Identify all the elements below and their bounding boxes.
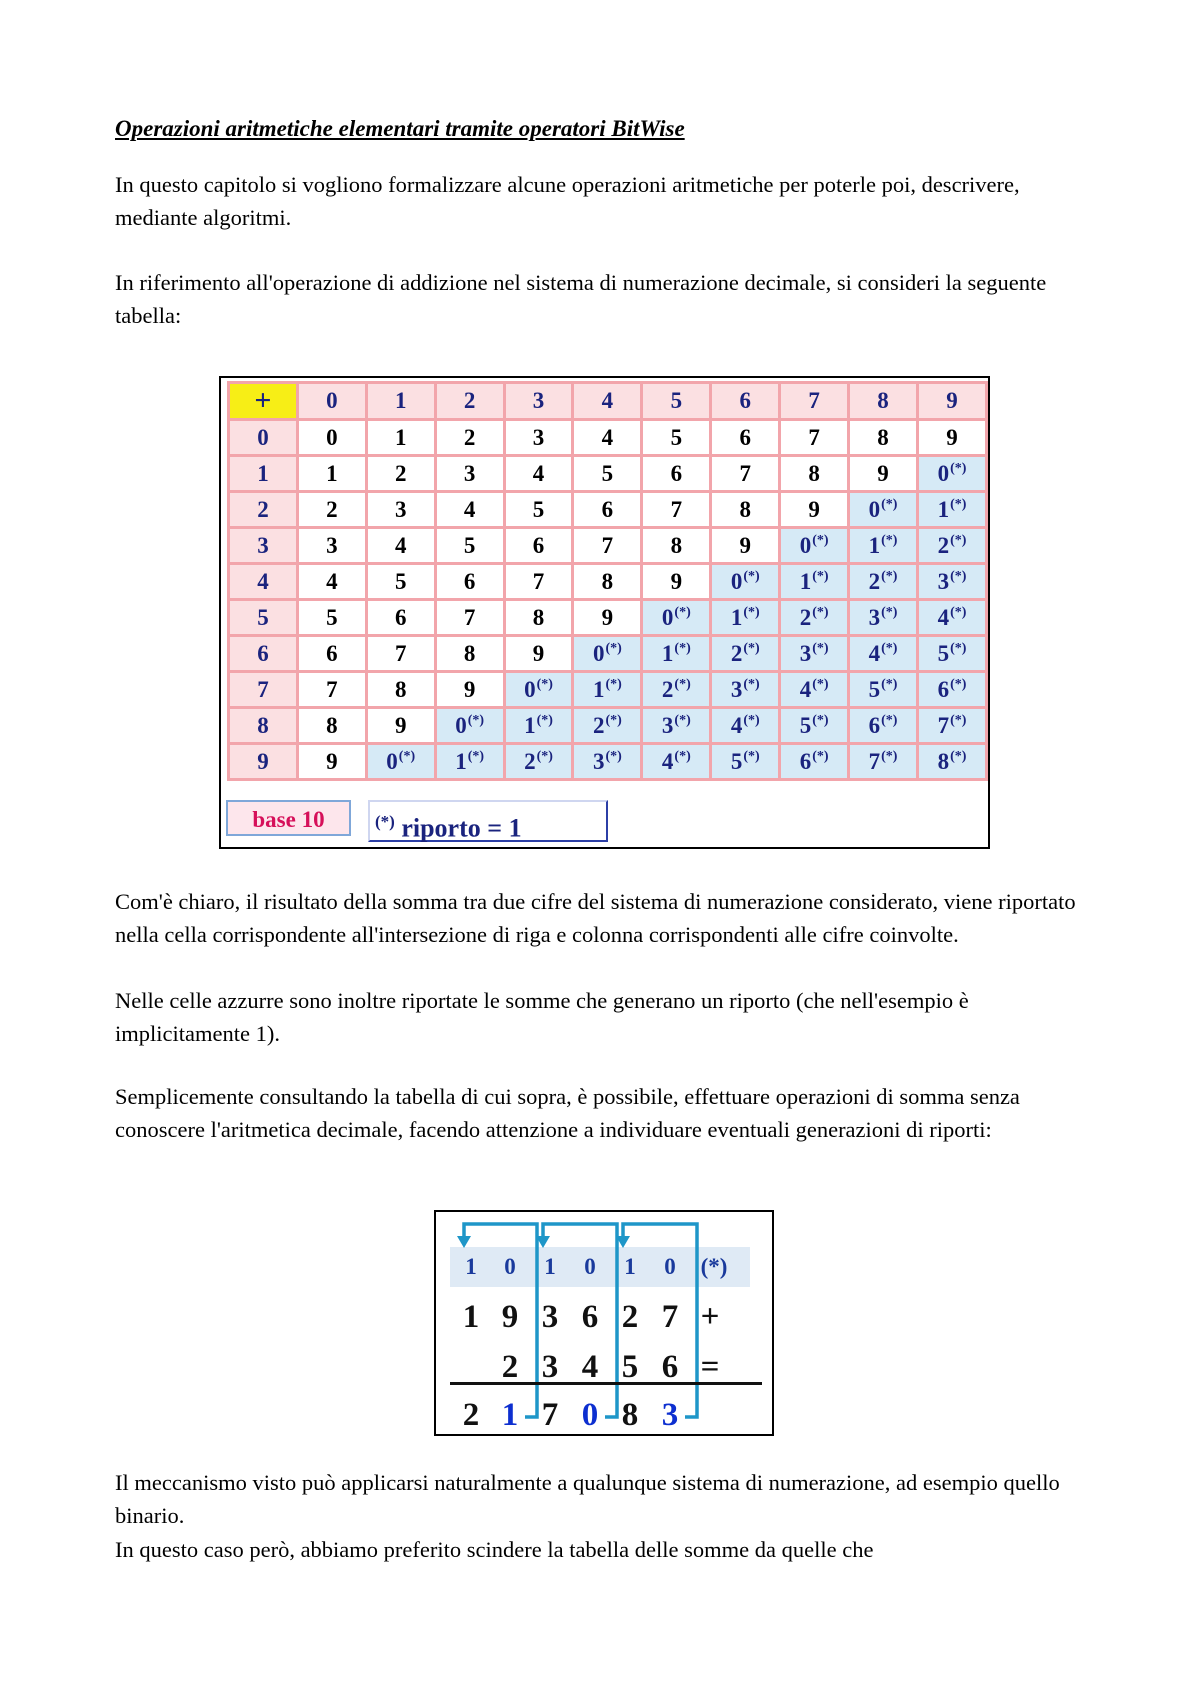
result-digit: 7 <box>541 1397 559 1433</box>
sum-cell: 6(*) <box>919 673 985 706</box>
carry-digit: 1 <box>624 1254 636 1279</box>
operand2-digit: 5 <box>621 1349 639 1385</box>
sum-cell: 2 <box>368 457 434 490</box>
column-header-6: 6 <box>712 384 778 418</box>
row-header-8: 8 <box>230 709 296 742</box>
sum-cell: 5(*) <box>781 709 847 742</box>
operand1-digit: 6 <box>581 1299 599 1335</box>
sum-cell: 9 <box>574 601 640 634</box>
sum-cell: 0(*) <box>574 637 640 670</box>
sum-cell: 8(*) <box>919 745 985 778</box>
sum-cell: 1(*) <box>643 637 709 670</box>
sum-cell: 1(*) <box>437 745 503 778</box>
sum-cell: 7 <box>643 493 709 526</box>
column-header-7: 7 <box>781 384 847 418</box>
sum-cell: 3 <box>506 421 572 454</box>
sum-cell: 6 <box>299 637 365 670</box>
sum-cell: 3(*) <box>781 637 847 670</box>
addition-table <box>227 381 988 781</box>
sum-cell: 8 <box>368 673 434 706</box>
page-title: Operazioni aritmetiche elementari tramite operatori BitWise <box>115 116 685 141</box>
sum-cell: 5 <box>506 493 572 526</box>
column-header-8: 8 <box>850 384 916 418</box>
sum-cell: 6(*) <box>850 709 916 742</box>
sum-cell: 7 <box>437 601 503 634</box>
column-header-9: 9 <box>919 384 985 418</box>
table-intro-paragraph: In riferimento all'operazione di addizione nel sistema di numerazione decimale, si consideri la seguente tabella: <box>115 270 1047 328</box>
sum-cell: 5 <box>437 529 503 562</box>
sum-cell: 1(*) <box>850 529 916 562</box>
column-header-4: 4 <box>574 384 640 418</box>
sum-cell: 0(*) <box>919 457 985 490</box>
sum-cell: 9 <box>437 673 503 706</box>
operand1-digit: 3 <box>541 1299 559 1335</box>
operand1-digit: 7 <box>661 1299 679 1335</box>
operand1-digit: 1 <box>462 1299 480 1335</box>
row-header-9: 9 <box>230 745 296 778</box>
example-intro-paragraph: Semplicemente consultando la tabella di cui sopra, è possibile, effettuare operazioni di somma senza conoscere l'aritmetica decimale, facendo attenzione a individuare eventuali generazioni di riporti: <box>115 1084 1020 1142</box>
sum-cell: 8 <box>643 529 709 562</box>
sum-cell: 5 <box>574 457 640 490</box>
sum-cell: 2 <box>299 493 365 526</box>
equals-sign: = <box>700 1349 720 1385</box>
sum-cell: 4(*) <box>712 709 778 742</box>
sum-cell: 2(*) <box>712 637 778 670</box>
sum-cell: 7 <box>368 637 434 670</box>
sum-cell: 3 <box>368 493 434 526</box>
carry-digit: 1 <box>465 1254 477 1279</box>
column-header-0: 0 <box>299 384 365 418</box>
sum-cell: 6 <box>437 565 503 598</box>
sum-cell: 0(*) <box>850 493 916 526</box>
sum-cell: 4 <box>574 421 640 454</box>
explanation-paragraph: Com'è chiaro, il risultato della somma tra due cifre del sistema di numerazione considerato, viene riportato nella cella corrispondente all'intersezione di riga e colonna corrispondenti alle cifre coinvolte. <box>115 889 1076 947</box>
operand2-digit: 2 <box>501 1349 519 1385</box>
sum-cell: 1(*) <box>506 709 572 742</box>
sum-cell: 9 <box>506 637 572 670</box>
sum-cell: 1 <box>368 421 434 454</box>
result-digit: 8 <box>621 1397 639 1433</box>
sum-cell: 8 <box>712 493 778 526</box>
sum-cell: 8 <box>781 457 847 490</box>
sum-cell: 8 <box>437 637 503 670</box>
sum-cell: 5 <box>299 601 365 634</box>
intro-paragraph: In questo capitolo si vogliono formalizzare alcune operazioni aritmetiche per poterle poi, descrivere, mediante algoritmi. <box>115 172 1020 230</box>
sum-cell: 7 <box>506 565 572 598</box>
sum-cell: 2(*) <box>506 745 572 778</box>
closing-paragraph: In questo caso però, abbiamo preferito scindere la tabella delle somme da quelle che <box>115 1537 874 1562</box>
sum-cell: 9 <box>299 745 365 778</box>
carry-label: (*) <box>700 1254 728 1279</box>
sum-cell: 4(*) <box>919 601 985 634</box>
sum-cell: 4 <box>299 565 365 598</box>
sum-cell: 7(*) <box>850 745 916 778</box>
sum-cell: 3(*) <box>850 601 916 634</box>
sum-cell: 6(*) <box>781 745 847 778</box>
row-header-4: 4 <box>230 565 296 598</box>
sum-cell: 4(*) <box>850 637 916 670</box>
sum-cell: 1(*) <box>781 565 847 598</box>
plus-sign: + <box>700 1299 720 1335</box>
sum-cell: 0(*) <box>781 529 847 562</box>
carry-digit: 0 <box>504 1254 516 1279</box>
sum-cell: 1(*) <box>712 601 778 634</box>
sum-cell: 5(*) <box>850 673 916 706</box>
carry-legend <box>368 800 608 842</box>
sum-cell: 3 <box>299 529 365 562</box>
result-digit: 2 <box>462 1397 480 1433</box>
sum-cell: 9 <box>643 565 709 598</box>
sum-cell: 6 <box>643 457 709 490</box>
sum-cell: 7(*) <box>919 709 985 742</box>
column-header-3: 3 <box>506 384 572 418</box>
sum-cell: 4(*) <box>643 745 709 778</box>
carry-digit: 1 <box>544 1254 556 1279</box>
carry-digit: 0 <box>664 1254 676 1279</box>
operand2-digit: 3 <box>541 1349 559 1385</box>
sum-cell: 9 <box>781 493 847 526</box>
sum-cell: 6 <box>506 529 572 562</box>
sum-cell: 3 <box>437 457 503 490</box>
row-header-2: 2 <box>230 493 296 526</box>
carry-legend-text: riporto = 1 <box>401 813 522 843</box>
sum-cell: 6 <box>368 601 434 634</box>
sum-cell: 8 <box>574 565 640 598</box>
addition-example-figure <box>434 1210 774 1436</box>
operand2-digit: 6 <box>661 1349 679 1385</box>
row-header-3: 3 <box>230 529 296 562</box>
sum-cell: 8 <box>850 421 916 454</box>
result-digit: 1 <box>501 1397 519 1433</box>
sum-cell: 7 <box>299 673 365 706</box>
row-header-7: 7 <box>230 673 296 706</box>
sum-cell: 7 <box>712 457 778 490</box>
sum-cell: 8 <box>299 709 365 742</box>
sum-cell: 0 <box>299 421 365 454</box>
carry-note-paragraph: Nelle celle azzurre sono inoltre riportate le somme che generano un riporto (che nell'esempio è implicitamente 1). <box>115 988 969 1046</box>
column-header-1: 1 <box>368 384 434 418</box>
sum-cell: 1 <box>299 457 365 490</box>
result-digit: 3 <box>661 1397 679 1433</box>
sum-cell: 2(*) <box>643 673 709 706</box>
row-header-1: 1 <box>230 457 296 490</box>
sum-cell: 0(*) <box>437 709 503 742</box>
sum-cell: 2(*) <box>850 565 916 598</box>
operand1-digit: 2 <box>621 1299 639 1335</box>
sum-cell: 9 <box>850 457 916 490</box>
sum-cell: 8 <box>506 601 572 634</box>
sum-cell: 3(*) <box>643 709 709 742</box>
sum-cell: 4(*) <box>781 673 847 706</box>
operand1-digit: 9 <box>501 1299 519 1335</box>
column-header-5: 5 <box>643 384 709 418</box>
operand2-digit: 4 <box>581 1349 599 1385</box>
sum-cell: 6 <box>712 421 778 454</box>
sum-cell: 4 <box>368 529 434 562</box>
sum-cell: 7 <box>574 529 640 562</box>
sum-cell: 3(*) <box>574 745 640 778</box>
sum-cell: 2(*) <box>781 601 847 634</box>
sum-cell: 2(*) <box>574 709 640 742</box>
addition-table-figure <box>219 376 990 849</box>
carry-legend-mark: (*) <box>375 812 395 831</box>
sum-cell: 5 <box>368 565 434 598</box>
sum-cell: 7 <box>781 421 847 454</box>
sum-cell: 3(*) <box>712 673 778 706</box>
sum-cell: 3(*) <box>919 565 985 598</box>
sum-cell: 9 <box>368 709 434 742</box>
sum-cell: 5 <box>643 421 709 454</box>
sum-cell: 0(*) <box>368 745 434 778</box>
operand2-digit <box>450 1342 492 1392</box>
binary-paragraph: Il meccanismo visto può applicarsi naturalmente a qualunque sistema di numerazione, ad esempio quello binario. <box>115 1470 1060 1528</box>
sum-cell: 5(*) <box>919 637 985 670</box>
sum-cell: 0(*) <box>643 601 709 634</box>
base-label: base 10 <box>226 800 351 836</box>
result-digit: 0 <box>581 1397 599 1433</box>
column-header-2: 2 <box>437 384 503 418</box>
carry-digit: 0 <box>584 1254 596 1279</box>
sum-cell: 1(*) <box>919 493 985 526</box>
sum-cell: 2(*) <box>919 529 985 562</box>
sum-cell: 6 <box>574 493 640 526</box>
sum-cell: 4 <box>506 457 572 490</box>
sum-cell: 5(*) <box>712 745 778 778</box>
sum-cell: 1(*) <box>574 673 640 706</box>
row-header-5: 5 <box>230 601 296 634</box>
sum-cell: 9 <box>919 421 985 454</box>
sum-cell: 0(*) <box>506 673 572 706</box>
sum-cell: 9 <box>712 529 778 562</box>
row-header-0: 0 <box>230 421 296 454</box>
sum-cell: 4 <box>437 493 503 526</box>
sum-cell: 0(*) <box>712 565 778 598</box>
sum-cell: 2 <box>437 421 503 454</box>
row-header-6: 6 <box>230 637 296 670</box>
table-corner-plus: + <box>230 384 296 418</box>
